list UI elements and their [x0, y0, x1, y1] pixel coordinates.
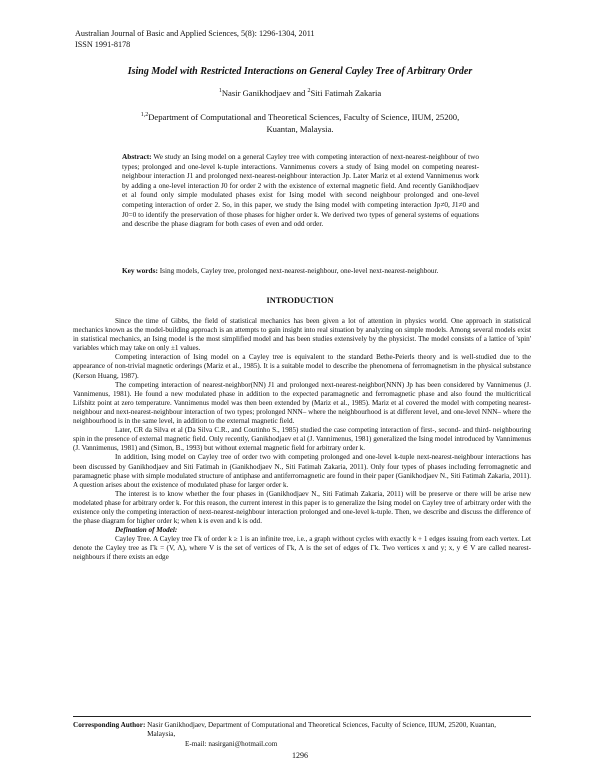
- footnote-text: Nasir Ganikhodjaev, Department of Computational and Theoretical Sciences, Faculty of Science, IIUM, 25200, Kuantan, Malaysia,: [147, 721, 497, 739]
- journal-issn: ISSN 1991-8178: [75, 40, 131, 49]
- journal-citation: Australian Journal of Basic and Applied Sciences, 5(8): 1296-1304, 2011: [75, 29, 315, 38]
- intro-paragraph-1: Since the time of Gibbs, the field of statistical mechanics has been given a lot of attention in physics world. One approach in statistical mechanics known as the model-building approach is an attempts to gain insight into real situation by analyzing on simple models. Among several models exist in statistical mechanics, an Ising model is the most simplified model and has been studies extensively by the physicist. The model consists of a lattice of 'spin' variables which may take on only ±1 values.: [73, 317, 531, 353]
- page-number: 1296: [292, 751, 308, 760]
- paper-title: Ising Model with Restricted Interactions on General Cayley Tree of Arbitrary Order: [127, 66, 473, 77]
- definition-paragraph: Cayley Tree. A Cayley tree Γk of order k ≥ 1 is an infinite tree, i.e., a graph without cycles with exactly k + 1 edges issuing from each vertex. Let denote the Cayley tree as Γk = (V, Λ), where V is the set of vertices of Γk, Λ is the set of edges of Γk. Two vertices x and y; x, y ∈ V are called nearest- neighbours if there exists an edge: [73, 535, 531, 562]
- footnote-label: Corresponding Author:: [73, 721, 146, 729]
- intro-paragraph-4: Later, CR da Silva et al (Da Silva C.R., and Coutinho S., 1985) studied the case competing interaction of first-, second- and third- neighbouring spin in the presence of external magnetic field. Only recently, Ganikhodjaev et al (J. Vannimenus, 1981) generalized the Ising model introduced by Vannimenus (J. Vannimenus, 1981) and (Simon, B., 1993) but without external magnetic field for arbitrary order k.: [73, 426, 531, 453]
- section-heading-introduction: INTRODUCTION: [266, 296, 334, 305]
- footnote-divider: [73, 716, 531, 717]
- abstract-label: Abstract:: [122, 152, 152, 161]
- footnote-email: E-mail: nasirgani@hotmail.com: [185, 739, 278, 748]
- abstract-block: [122, 152, 479, 229]
- affiliation: [100, 111, 500, 135]
- affiliation-line-2: Kuantan, Malaysia.: [266, 124, 334, 134]
- author-line: [0, 88, 600, 98]
- affiliation-line-1: Department of Computational and Theoretical Sciences, Faculty of Science, IIUM, 25200,: [148, 112, 460, 122]
- author-2: Siti Fatimah Zakaria: [310, 88, 382, 98]
- author-1: Nasir Ganikhodjaev and: [221, 88, 308, 98]
- intro-paragraph-2: Competing interaction of Ising model on a Cayley tree is equivalent to the standard Bethe-Peierls theory and is well-studied due to the appearance of non-trivial magnetic orderings (Mariz et al., 1985). It is a suitable model to describe the phenomena of ferromagnetism in the physical substance (Kerson Huang, 1987).: [73, 353, 531, 380]
- journal-header: [75, 28, 315, 50]
- intro-paragraph-5: In addition, Ising model on Cayley tree of order two with competing prolonged and one-level k-tuple next-nearest-neighbour interactions has been discussed by Ganikhodjaev and Siti Fatimah in (Ganikhodjaev N., Siti Fatimah Zakaria, 2011). Only four types of phases including ferromagnetic and paramagnetic phase with simple modulated structure of antiphase and antiferromagnetic are found in their paper (Ganikhodjaev N., Siti Fatimah Zakaria, 2011). A question arises about the existence of modulated phase for larger order k.: [73, 453, 531, 489]
- definition-heading: Defination of Model:: [115, 526, 178, 535]
- body-text: [73, 317, 531, 563]
- author-sup-2: 2: [307, 88, 311, 95]
- intro-paragraph-3: The competing interaction of nearest-neighbor(NN) J1 and prolonged next-nearest-neighbor(NNN) Jp has been considered by Vannimenus (J. Vannimenus, 1981). He found a new modulated phase in addition to the expected paramagnetic and ferromagnetic phase and also found the multicritical Lifshitz point at zero temperature. Vannimenus model was then been extended by (Mariz et al., 1985). Mariz et al covered the model with competing nearest-neighbour and next-nearest-neighbour interaction of two types; prolonged NNN– where the neighbourhood is at different level, and one-level NNN– where the neighbourhood is in the same level, in addition to the external magnetic field.: [73, 380, 531, 426]
- keywords-text: Ising models, Cayley tree, prolonged next-nearest-neighbour, one-level next-nearest-neighbour.: [159, 266, 439, 275]
- corresponding-author-footnote: [73, 721, 531, 749]
- abstract-text: We study an Ising model on a general Cayley tree with competing interaction of next-nearest-neighbour of two types; prolonged and one-level k-tuple interactions. Vannimenus covers a study of Ising model on competing nearest-neighbour interaction J1 and prolonged next-nearest-neighbour interaction Jp. Later Mariz et al extend Vannimenus work by adding a one-level interaction J0 for order 2 with the existence of external magnetic field. And recently Ganikhodjaev et al found only simple modulated phases exist for Ising model with second neighbour prolonged and one-level competing interaction of order 2. So, in this paper, we study the Ising model with competing interaction Jp≠0, J1≠0 and J0=0 to identify the preservation of those phases for higher order k. We derived two types of general systems of equations and describe the phase diagram for both cases of even and odd order.: [122, 152, 479, 229]
- author-sup-1: 1: [218, 88, 222, 95]
- affiliation-sup: 1,2: [140, 112, 149, 119]
- keywords-block: [122, 266, 479, 276]
- intro-paragraph-6: The interest is to know whether the four phases in (Ganikhodjaev N., Siti Fatimah Zakaria, 2011) will be preserve or there will be arise new modelated phase for arbitrary order k. For this reason, the current interest in this paper is to generalize the Ising model on Cayley tree of arbitrary order with the existence only the competing interaction of next-nearest-neighbour interaction prolonged and one-level k-tuple. Then, we describe and discuss the difference of the phase diagram for higher order k; when k is even and k is odd.: [73, 489, 531, 526]
- keywords-label: Key words:: [122, 266, 158, 275]
